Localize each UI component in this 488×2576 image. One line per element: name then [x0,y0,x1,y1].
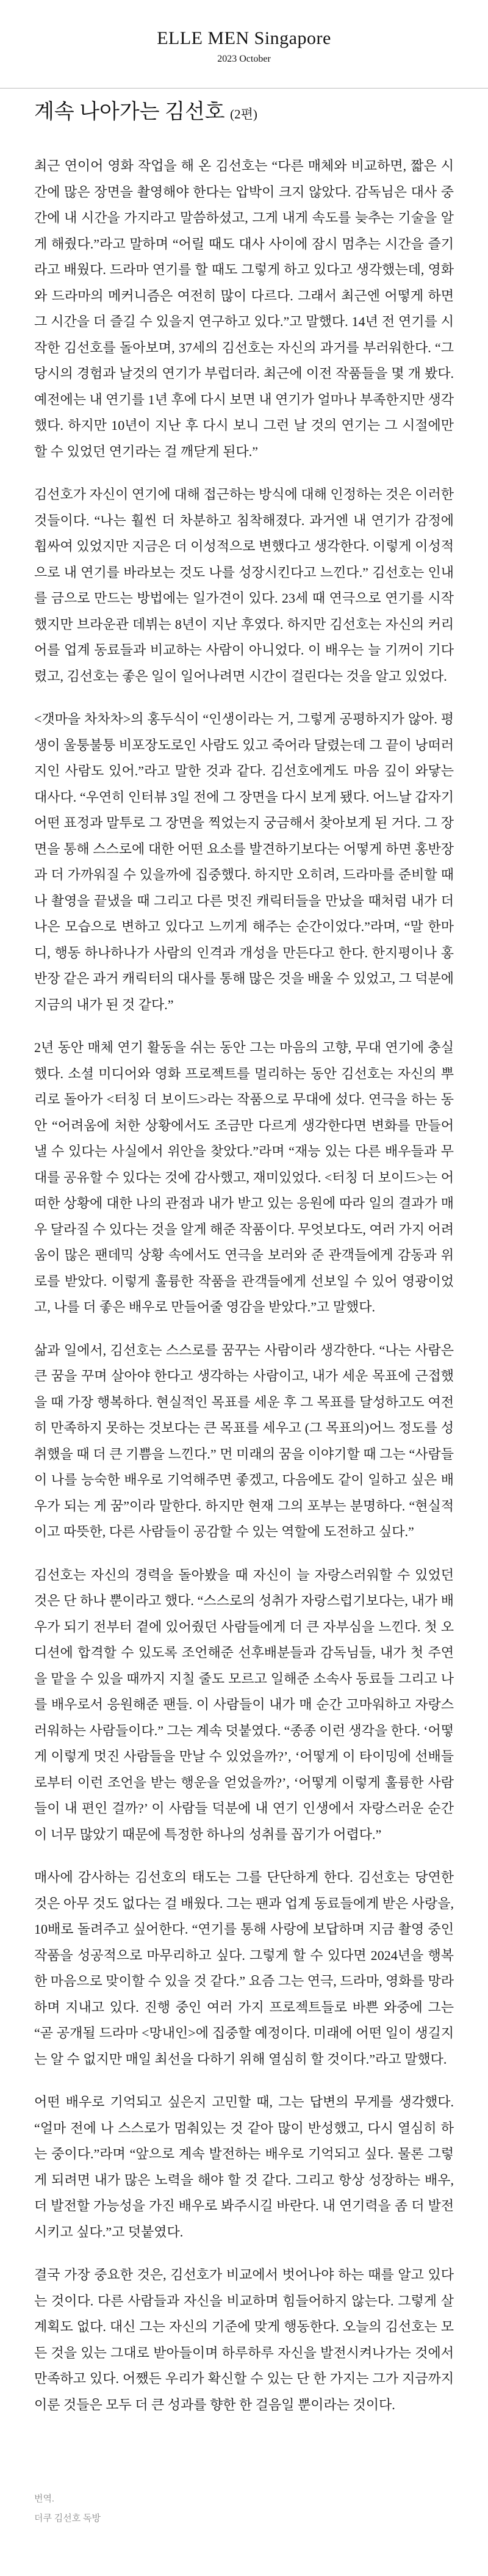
article-paragraph: 최근 연이어 영화 작업을 해 온 김선호는 “다른 매체와 비교하면, 짧은 시간에 많은 장면을 촬영해야 한다는 압박이 크지 않았다. 감독님은 대사 중간에 내 시간을 가지라고 말씀하셨고, 그게 내게 속도를 늦추는 기술을 알게 해줬다.”라고 말하며 “어릴 때도 대사 사이에 잠시 멈추는 시간을 즐기라고 배웠다. 드라마 연기를 할 때도 그렇게 하고 있다고 생각했는데, 영화와 드라마의 메커니즘은 여전히 많이 다르다. 그래서 최근엔 어떻게 하면 그 시간을 더 즐길 수 있을지 연구하고 있다.”고 말했다. 14년 전 연기를 시작한 김선호를 돌아보며, 37세의 김선호는 자신의 과거를 부러워한다. “그 당시의 경험과 날것의 연기가 부럽더라. 최근에 이전 작품들을 몇 개 봤다. 예전에는 내 연기를 1년 후에 다시 보면 내 연기가 얼마나 부족한지만 생각했다. 하지만 10년이 지난 후 다시 보니 그런 날 것의 연기는 그 시절에만 할 수 있었던 연기라는 걸 깨닫게 된다.” [34,158,454,459]
magazine-title: ELLE MEN Singapore [157,28,331,48]
issue-date: 2023 October [217,53,271,64]
article-paragraph: <갯마을 차차차>의 홍두식이 “인생이라는 거, 그렇게 공평하지가 않아. 평생이 울퉁불퉁 비포장도로인 사람도 있고 죽어라 달렸는데 그 끝이 낭떠러지인 사람도 있어.”라고 말한 것과 같다. 김선호에게도 마음 깊이 와닿는 대사다. “우연히 인터뷰 3일 전에 그 장면을 다시 보게 됐다. 어느날 갑자기 어떤 표정과 말투로 그 장면을 찍었는지 궁금해서 찾아보게 된 거다. 그 장면을 통해 스스로에 대한 어떤 요소를 발견하기보다는 어떻게 하면 홍반장과 더 가까워질 수 있을까에 집중했다. 하지만 오히려, 드라마를 준비할 때나 촬영을 끝냈을 때 그리고 다른 멋진 캐릭터들을 만났을 때처럼 내가 더 나은 모습으로 변하고 있다고 느끼게 해주는 순간이었다.”라며, “말 한마디, 행동 하나하나가 사람의 인격과 개성을 만든다고 한다. 한지평이나 홍반장 같은 과거 캐릭터의 대사를 통해 많은 것을 배울 수 있었고, 그 덕분에 지금의 내가 된 것 같다.” [34,711,454,1012]
article-title-part-label: (2편) [230,106,257,122]
header-divider [0,88,488,89]
credits-footer [34,2490,454,2576]
article-paragraph: 김선호가 자신이 연기에 대해 접근하는 방식에 대해 인정하는 것은 이러한 것들이다. “나는 훨씬 더 차분하고 침착해졌다. 과거엔 내 연기가 감정에 휩싸여 있었지만 지금은 더 이성적으로 변했다고 생각한다. 이렇게 이성적으로 내 연기를 바라보는 것도 나를 성장시킨다고 느낀다.” 김선호는 인내를 금으로 만드는 방법에는 일가견이 있다. 23세 때 연극으로 연기를 시작했지만 브라운관 데뷔는 8년이 지난 후였다. 하지만 김선호는 자신의 커리어를 업계 동료들과 비교하는 사람이 아니었다. 이 배우는 늘 기꺼이 기다렸고, 김선호는 좋은 일이 일어나려면 시간이 걸린다는 것을 알고 있었다. [34,487,454,684]
credit-source-label: 더쿠 김선호 독방 [34,2513,101,2523]
article-paragraph: 김선호는 자신의 경력을 돌아봤을 때 자신이 늘 자랑스러워할 수 있었던 것은 단 하나 뿐이라고 했다. “스스로의 성취가 자랑스럽기보다는, 내가 배우가 되기 전부터 곁에 있어줬던 사람들에게 더 큰 자부심을 느낀다. 첫 오디션에 합격할 수 있도록 조언해준 선후배분들과 감독님들, 내가 첫 주연을 맡을 수 있을 때까지 지칠 줄도 모르고 일해준 소속사 동료들 그리고 나를 배우로서 응원해준 팬들. 이 사람들이 내가 매 순간 고마워하고 자랑스러워하는 사람들이다.” 그는 계속 덧붙였다. “종종 이런 생각을 한다. ‘어떻게 이렇게 멋진 사람들을 만날 수 있었을까?’, ‘어떻게 이 타이밍에 선배들로부터 이런 조언을 받는 행운을 얻었을까?’, ‘어떻게 이렇게 훌륭한 사람들이 내 편인 걸까?’ 이 사람들 덕분에 내 연기 인생에서 자랑스러운 순간이 너무 많았기 때문에 특정한 하나의 성취를 꼽기가 어렵다.” [34,1567,454,1842]
article-body [34,153,454,2418]
credit-translation-label: 번역. [34,2494,54,2504]
article-title [34,100,454,126]
article-paragraph: 결국 가장 중요한 것은, 김선호가 비교에서 벗어나야 하는 때를 알고 있다는 것이다. 다른 사람들과 자신을 비교하며 힘들어하지 않는다. 그렇게 살 계획도 없다. 대신 그는 자신의 기준에 맞게 행동한다. 오늘의 김선호는 모든 것을 있는 그대로 받아들이며 하루하루 자신을 발전시켜나가는 것에서 만족하고 있다. 어쨌든 우리가 확신할 수 있는 단 한 가지는 그가 지금까지 이룬 것들은 모두 더 큰 성과를 향한 한 걸음일 뿐이라는 것이다. [34,2267,454,2412]
article-paragraph: 매사에 감사하는 김선호의 태도는 그를 단단하게 한다. 김선호는 당연한 것은 아무 것도 없다는 걸 배웠다. 그는 팬과 업계 동료들에게 받은 사랑을, 10배로 돌려주고 싶어한다. “연기를 통해 사랑에 보답하며 지금 촬영 중인 작품을 성공적으로 마무리하고 싶다. 그렇게 할 수 있다면 2024년을 행복한 마음으로 맞이할 수 있을 것 같다.” 요즘 그는 연극, 드라마, 영화를 망라하며 지내고 있다. 진행 중인 여러 가지 프로젝트들로 바쁜 와중에 그는 “곧 공개될 드라마 <망내인>에 집중할 예정이다. 미래에 어떤 일이 생길지는 알 수 없지만 매일 최선을 다하기 위해 열심히 할 것이다.”라고 말했다. [34,1870,454,2067]
article-title-text: 계속 나아가는 김선호 [34,100,225,123]
article-paragraph: 2년 동안 매체 연기 활동을 쉬는 동안 그는 마음의 고향, 무대 연기에 충실했다. 소셜 미디어와 영화 프로젝트를 멀리하는 동안 김선호는 자신의 뿌리로 돌아가 <터칭 더 보이드>라는 작품으로 무대에 섰다. 연극을 하는 동안 “어려움에 처한 상황에서도 조금만 다르게 생각한다면 변화를 만들어낼 수 있다는 사실에서 위안을 찾았다.”라며 “재능 있는 다른 배우들과 무대를 공유할 수 있다는 것에 감사했고, 재미있었다. <터칭 더 보이드>는 어떠한 상황에 대한 나의 관점과 내가 받고 있는 응원에 따라 일의 결과가 매우 달라질 수 있다는 것을 알게 해준 작품이다. 무엇보다도, 여러 가지 어려움이 많은 팬데믹 상황 속에서도 연극을 보러와 준 관객들에게 감동과 위로를 받았다. 이렇게 훌륭한 작품을 관객들에게 선보일 수 있어 영광이었고, 나를 더 좋은 배우로 만들어줄 영감을 받았다.”고 말했다. [34,1040,454,1315]
page-header [0,0,488,65]
article-paragraph: 삶과 일에서, 김선호는 스스로를 꿈꾸는 사람이라 생각한다. “나는 사람은 큰 꿈을 꾸며 살아야 한다고 생각하는 사람이고, 내가 세운 목표에 근접했을 때 가장 행복하다. 현실적인 목표를 세운 후 그 목표를 달성하고도 여전히 만족하지 못하는 것보다는 큰 목표를 세우고 (그 목표의)어느 정도를 성취했을 때 더 큰 기쁨을 느낀다.” 먼 미래의 꿈을 이야기할 때 그는 “사람들이 나를 능숙한 배우로 기억해주면 좋겠고, 다음에도 같이 일하고 싶은 배우가 되는 게 꿈”이라 말한다. 하지만 현재 그의 포부는 분명하다. “현실적이고 따뜻한, 다른 사람들이 공감할 수 있는 역할에 도전하고 싶다.” [34,1342,454,1539]
article-paragraph: 어떤 배우로 기억되고 싶은지 고민할 때, 그는 답변의 무게를 생각했다. “얼마 전에 나 스스로가 멈춰있는 것 같아 많이 반성했고, 다시 열심히 하는 중이다.”라며 “앞으로 계속 발전하는 배우로 기억되고 싶다. 물론 그렇게 되려면 내가 많은 노력을 해야 할 것 같다. 그리고 항상 성장하는 배우, 더 발전할 가능성을 가진 배우로 봐주시길 바란다. 내 연기력을 좀 더 발전시키고 싶다.”고 덧붙였다. [34,2094,454,2240]
